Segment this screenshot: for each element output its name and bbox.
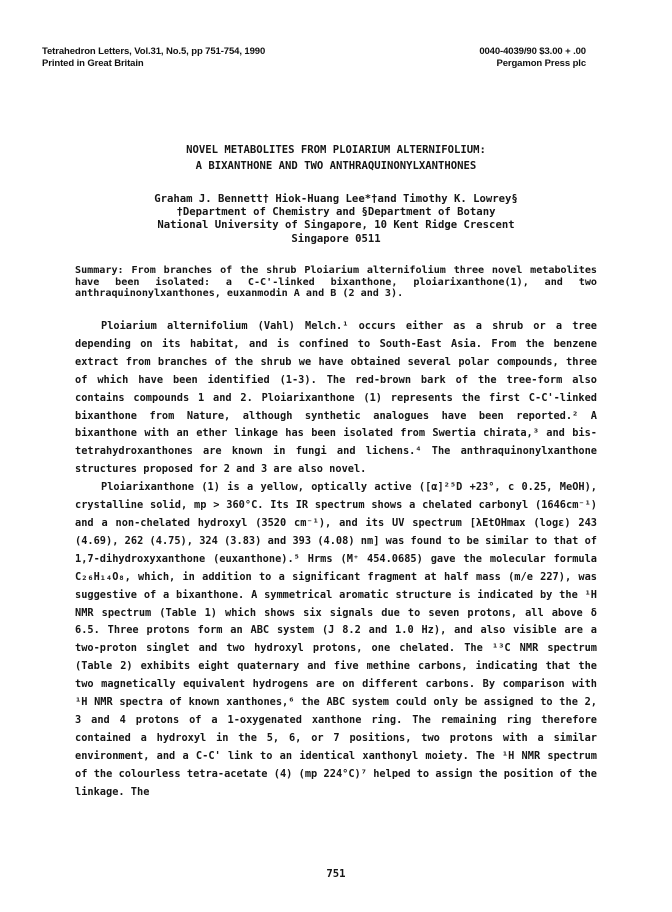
summary-text: From branches of the shrub Ploiarium alternifolium three novel metabolites have been isolated: a C-C'-linked bixanthone, ploiarixanthone(1), and two anthraquinonylxanthones, euxanmodin A and B (2 and 3). <box>75 265 597 300</box>
paragraph-1: Ploiarium alternifolium (Vahl) Melch.¹ occurs either as a shrub or a tree depending on its habitat, and is confined to South-East Asia. From the benzene extract from branches of the shrub we have obtained several polar compounds, three of which have been identified (1-3). The red-brown bark of the tree-form also contains compounds 1 and 2. Ploiarixanthone (1) represents the first C-C'-linked bixanthone from Nature, although synthetic analogues have been reported.² A bixanthone with an ether linkage has been isolated from Swertia chirata,³ and bis-tetrahydroxanthones are known in fungi and lichens.⁴ The anthraquinonylxanthone structures proposed for 2 and 3 are also novel. <box>75 320 597 476</box>
publisher-name: Pergamon Press plc <box>496 58 586 69</box>
printed-location: Printed in Great Britain <box>42 58 144 69</box>
page-number: 751 <box>326 868 346 880</box>
summary-block <box>75 265 597 300</box>
paragraph-2: Ploiarixanthone (1) is a yellow, optically active ([α]²⁵D +23°, c 0.25, MeOH), crystalline solid, mp > 360°C. Its IR spectrum shows a chelated carbonyl (1646cm⁻¹) and a non-chelated hydroxyl (3520 cm⁻¹), and its UV spectrum [λEtOHmax (logε) 243 (4.69), 262 (4.75), 324 (3.83) and 393 (4.08) nm] was found to be similar to that of 1,7-dihydroxyxanthone (euxanthone).⁵ Hrms (M⁺ 454.0685) gave the molecular formula C₂₆H₁₄O₈, which, in addition to a significant fragment at half mass (m/e 227), was suggestive of a bixanthone. A symmetrical aromatic structure is indicated by the ¹H NMR spectrum (Table 1) which shows six signals due to seven protons, all above δ 6.5. Three protons form an ABC system (J 8.2 and 1.0 Hz), and also visible are a two-proton singlet and two hydroxyl protons, one chelated. The ¹³C NMR spectrum (Table 2) exhibits eight quaternary and five methine carbons, indicating that the two magnetically equivalent hydrogens are on different carbons. By comparison with ¹H NMR spectra of known xanthones,⁶ the ABC system could only be assigned to the 2, 3 and 4 protons of a 1-oxygenated xanthone ring. The remaining ring therefore contained a hydroxyl in the 5, 6, or 7 positions, two protons with a similar environment, and a C-C' link to an identical xanthonyl moiety. The ¹H NMR spectrum of the colourless tetra-acetate (4) (mp 224°C)⁷ helped to assign the position of the linkage. The <box>75 481 597 798</box>
journal-citation: Tetrahedron Letters, Vol.31, No.5, pp 751-754, 1990 <box>42 46 266 57</box>
body-text <box>75 318 597 801</box>
journal-header <box>42 46 265 70</box>
title-line-1: NOVEL METABOLITES FROM PLOIARIUM ALTERNIFOLIUM: <box>186 144 486 156</box>
author-names: Graham J. Bennett† Hiok-Huang Lee*†and Timothy K. Lowrey§ <box>154 193 518 205</box>
paper-title <box>0 142 672 174</box>
affiliation-line-3: Singapore 0511 <box>291 232 381 245</box>
author-block <box>0 193 672 246</box>
publisher-header <box>479 46 586 70</box>
affiliation-line-1: †Department of Chemistry and §Department of Botany <box>176 206 496 219</box>
summary-label: Summary: <box>75 265 124 276</box>
affiliation-line-2: National University of Singapore, 10 Kent Ridge Crescent <box>157 219 515 232</box>
article-code: 0040-4039/90 $3.00 + .00 <box>479 46 586 57</box>
title-line-2: A BIXANTHONE AND TWO ANTHRAQUINONYLXANTHONES <box>195 160 477 172</box>
